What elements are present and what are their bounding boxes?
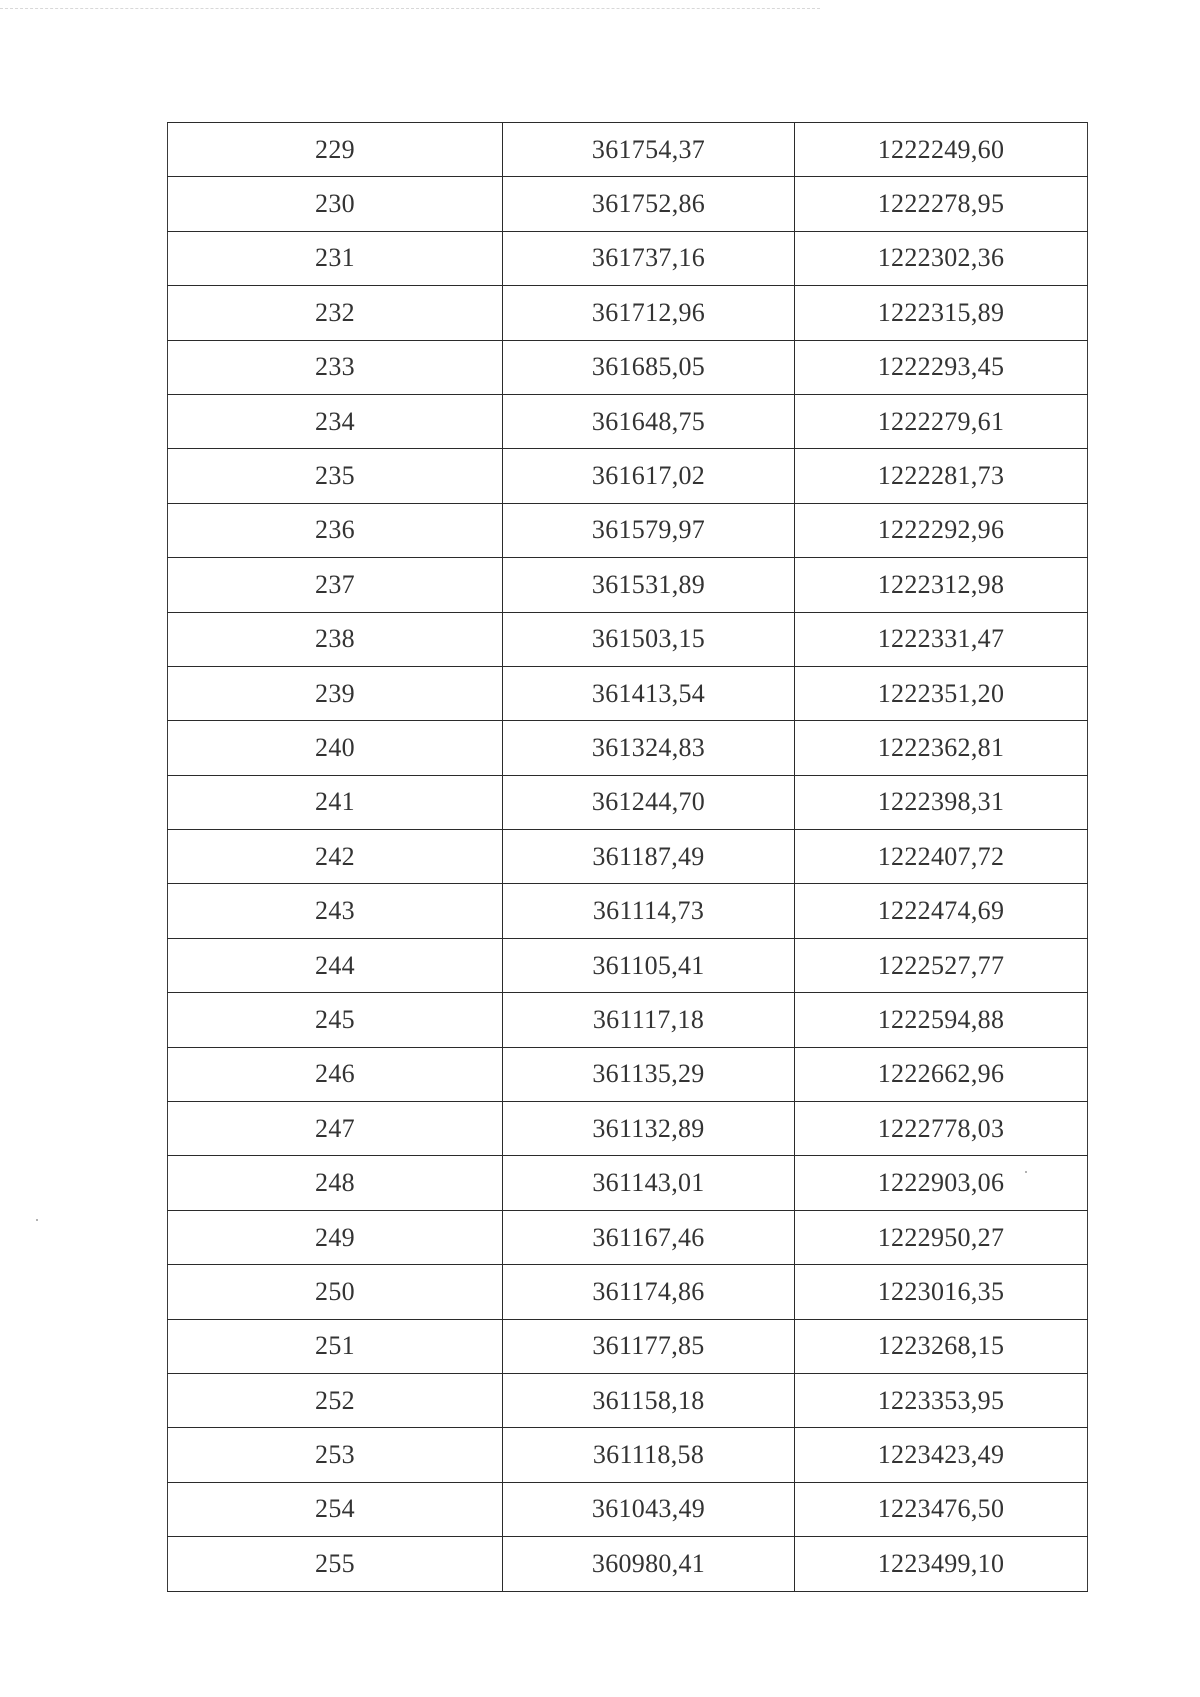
y-coordinate-cell: 1222662,96 <box>795 1047 1088 1101</box>
x-coordinate-cell: 361132,89 <box>503 1102 795 1156</box>
table-row <box>168 503 1088 557</box>
y-coordinate-cell: 1222903,06 <box>795 1156 1088 1210</box>
table-row <box>168 775 1088 829</box>
x-coordinate-cell: 361324,83 <box>503 721 795 775</box>
y-coordinate-cell: 1223499,10 <box>795 1537 1088 1591</box>
x-coordinate-cell: 361117,18 <box>503 993 795 1047</box>
point-number-cell: 236 <box>168 503 503 557</box>
y-coordinate-cell: 1222351,20 <box>795 666 1088 720</box>
table-row <box>168 231 1088 285</box>
coordinates-table-body <box>168 123 1088 1592</box>
point-number-cell: 253 <box>168 1428 503 1482</box>
x-coordinate-cell: 361118,58 <box>503 1428 795 1482</box>
point-number-cell: 254 <box>168 1482 503 1536</box>
y-coordinate-cell: 1223423,49 <box>795 1428 1088 1482</box>
x-coordinate-cell: 360980,41 <box>503 1537 795 1591</box>
x-coordinate-cell: 361752,86 <box>503 177 795 231</box>
y-coordinate-cell: 1223476,50 <box>795 1482 1088 1536</box>
y-coordinate-cell: 1222362,81 <box>795 721 1088 775</box>
point-number-cell: 244 <box>168 938 503 992</box>
table-row <box>168 286 1088 340</box>
point-number-cell: 250 <box>168 1265 503 1319</box>
y-coordinate-cell: 1222312,98 <box>795 558 1088 612</box>
table-row <box>168 1482 1088 1536</box>
x-coordinate-cell: 361754,37 <box>503 123 795 177</box>
table-row <box>168 1047 1088 1101</box>
table-row <box>168 340 1088 394</box>
table-row <box>168 884 1088 938</box>
x-coordinate-cell: 361413,54 <box>503 666 795 720</box>
y-coordinate-cell: 1222398,31 <box>795 775 1088 829</box>
point-number-cell: 251 <box>168 1319 503 1373</box>
x-coordinate-cell: 361187,49 <box>503 830 795 884</box>
point-number-cell: 239 <box>168 666 503 720</box>
x-coordinate-cell: 361174,86 <box>503 1265 795 1319</box>
y-coordinate-cell: 1222292,96 <box>795 503 1088 557</box>
point-number-cell: 245 <box>168 993 503 1047</box>
point-number-cell: 248 <box>168 1156 503 1210</box>
y-coordinate-cell: 1223268,15 <box>795 1319 1088 1373</box>
table-row <box>168 1373 1088 1427</box>
y-coordinate-cell: 1222527,77 <box>795 938 1088 992</box>
y-coordinate-cell: 1222778,03 <box>795 1102 1088 1156</box>
table-row <box>168 1428 1088 1482</box>
scan-edge-line <box>0 8 820 9</box>
x-coordinate-cell: 361617,02 <box>503 449 795 503</box>
y-coordinate-cell: 1222302,36 <box>795 231 1088 285</box>
x-coordinate-cell: 361105,41 <box>503 938 795 992</box>
table-row <box>168 1537 1088 1591</box>
table-row <box>168 177 1088 231</box>
table-row <box>168 1319 1088 1373</box>
x-coordinate-cell: 361648,75 <box>503 394 795 448</box>
table-row <box>168 1210 1088 1264</box>
y-coordinate-cell: 1222331,47 <box>795 612 1088 666</box>
y-coordinate-cell: 1222281,73 <box>795 449 1088 503</box>
table-row <box>168 449 1088 503</box>
table-row <box>168 1265 1088 1319</box>
y-coordinate-cell: 1222315,89 <box>795 286 1088 340</box>
point-number-cell: 240 <box>168 721 503 775</box>
x-coordinate-cell: 361167,46 <box>503 1210 795 1264</box>
y-coordinate-cell: 1222594,88 <box>795 993 1088 1047</box>
y-coordinate-cell: 1222279,61 <box>795 394 1088 448</box>
point-number-cell: 230 <box>168 177 503 231</box>
x-coordinate-cell: 361177,85 <box>503 1319 795 1373</box>
table-row <box>168 993 1088 1047</box>
x-coordinate-cell: 361158,18 <box>503 1373 795 1427</box>
x-coordinate-cell: 361737,16 <box>503 231 795 285</box>
x-coordinate-cell: 361579,97 <box>503 503 795 557</box>
y-coordinate-cell: 1222278,95 <box>795 177 1088 231</box>
x-coordinate-cell: 361685,05 <box>503 340 795 394</box>
y-coordinate-cell: 1222249,60 <box>795 123 1088 177</box>
x-coordinate-cell: 361135,29 <box>503 1047 795 1101</box>
point-number-cell: 229 <box>168 123 503 177</box>
x-coordinate-cell: 361143,01 <box>503 1156 795 1210</box>
point-number-cell: 252 <box>168 1373 503 1427</box>
x-coordinate-cell: 361244,70 <box>503 775 795 829</box>
y-coordinate-cell: 1223016,35 <box>795 1265 1088 1319</box>
point-number-cell: 233 <box>168 340 503 394</box>
table-row <box>168 394 1088 448</box>
coordinates-table <box>167 122 1088 1592</box>
point-number-cell: 242 <box>168 830 503 884</box>
table-row <box>168 721 1088 775</box>
point-number-cell: 234 <box>168 394 503 448</box>
point-number-cell: 249 <box>168 1210 503 1264</box>
point-number-cell: 246 <box>168 1047 503 1101</box>
y-coordinate-cell: 1222950,27 <box>795 1210 1088 1264</box>
point-number-cell: 235 <box>168 449 503 503</box>
y-coordinate-cell: 1223353,95 <box>795 1373 1088 1427</box>
x-coordinate-cell: 361531,89 <box>503 558 795 612</box>
point-number-cell: 247 <box>168 1102 503 1156</box>
table-row <box>168 938 1088 992</box>
x-coordinate-cell: 361114,73 <box>503 884 795 938</box>
table-row <box>168 830 1088 884</box>
table-row <box>168 123 1088 177</box>
point-number-cell: 231 <box>168 231 503 285</box>
table-row <box>168 558 1088 612</box>
y-coordinate-cell: 1222474,69 <box>795 884 1088 938</box>
table-row <box>168 1102 1088 1156</box>
x-coordinate-cell: 361503,15 <box>503 612 795 666</box>
point-number-cell: 238 <box>168 612 503 666</box>
point-number-cell: 255 <box>168 1537 503 1591</box>
table-row <box>168 666 1088 720</box>
point-number-cell: 237 <box>168 558 503 612</box>
point-number-cell: 241 <box>168 775 503 829</box>
table-row <box>168 1156 1088 1210</box>
x-coordinate-cell: 361712,96 <box>503 286 795 340</box>
point-number-cell: 243 <box>168 884 503 938</box>
y-coordinate-cell: 1222407,72 <box>795 830 1088 884</box>
x-coordinate-cell: 361043,49 <box>503 1482 795 1536</box>
y-coordinate-cell: 1222293,45 <box>795 340 1088 394</box>
scan-speck <box>36 1219 38 1221</box>
table-row <box>168 612 1088 666</box>
point-number-cell: 232 <box>168 286 503 340</box>
